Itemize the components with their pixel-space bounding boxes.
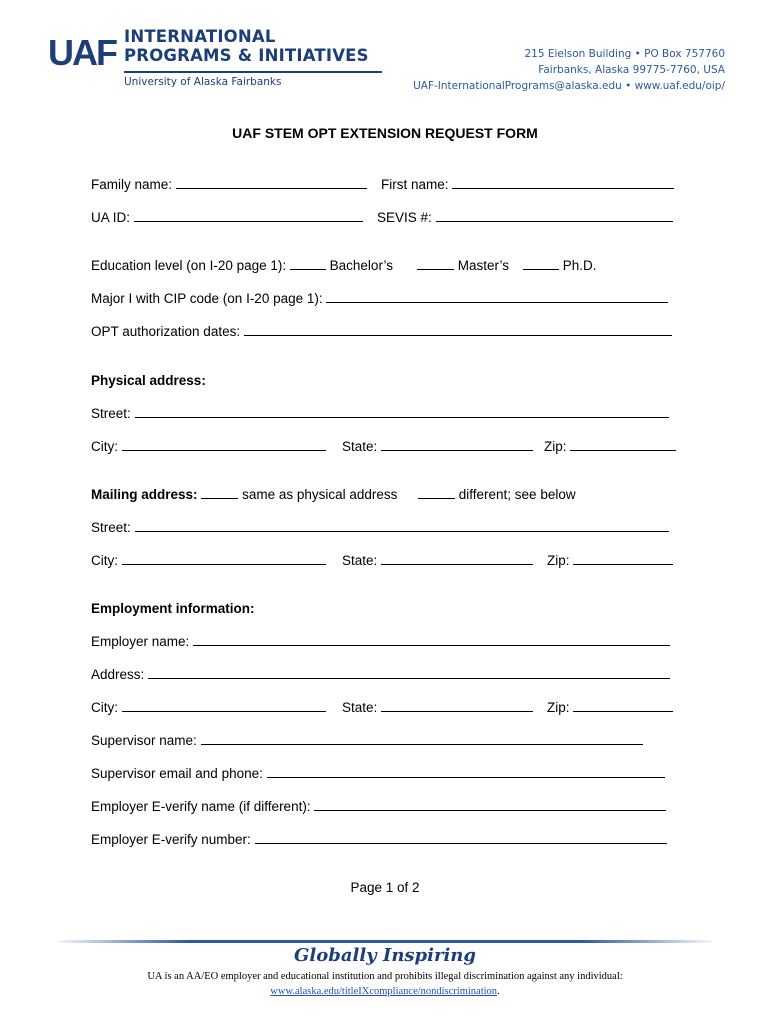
phd-option: Ph.D. (562, 258, 597, 273)
physical-street-label: Street: (91, 406, 131, 421)
everify-name-field[interactable] (91, 798, 666, 816)
family-name-field[interactable] (91, 176, 367, 194)
mailing-city-label: City: (91, 553, 118, 568)
major-field[interactable] (91, 290, 668, 308)
globally-inspiring-tagline: Globally Inspiring (294, 945, 476, 966)
employer-name-field[interactable] (91, 633, 670, 651)
mailing-city-blank[interactable] (122, 552, 326, 565)
bachelors-option: Bachelor’s (329, 258, 393, 273)
logo-divider (124, 71, 382, 73)
physical-address-heading: Physical address: (91, 373, 206, 388)
first-name-field[interactable] (381, 176, 674, 194)
everify-name-label: Employer E-verify name (if different): (91, 799, 311, 814)
supervisor-name-label: Supervisor name: (91, 733, 197, 748)
first-name-blank[interactable] (452, 176, 674, 189)
mailing-state-label: State: (342, 553, 378, 568)
phd-blank[interactable] (523, 257, 559, 270)
physical-zip-label: Zip: (544, 439, 567, 454)
nondiscrimination-link[interactable]: www.alaska.edu/titleIXcompliance/nondiscrimination (270, 986, 498, 997)
masters-blank[interactable] (417, 257, 454, 270)
employer-zip-blank[interactable] (573, 699, 673, 712)
physical-street-field[interactable] (91, 405, 669, 423)
mailing-state-blank[interactable] (381, 552, 533, 565)
masters-option: Master’s (457, 258, 510, 273)
disclaimer-text: UA is an AA/EO employer and educational institution and prohibits illegal discrimination against any individual: (147, 971, 623, 982)
physical-zip-field[interactable] (544, 438, 676, 456)
org-name-line2: PROGRAMS & INITIATIVES (124, 46, 369, 65)
family-name-label: Family name: (91, 177, 173, 192)
mailing-street-label: Street: (91, 520, 131, 535)
nondiscrimination-notice (0, 969, 770, 999)
mailing-different-field (418, 486, 576, 504)
supervisor-name-field[interactable] (91, 732, 643, 750)
mailing-different-option: different; see below (458, 487, 576, 502)
employer-city-label: City: (91, 700, 118, 715)
employer-name-label: Employer name: (91, 634, 190, 649)
everify-name-blank[interactable] (314, 798, 666, 811)
footer-divider (58, 940, 712, 943)
university-name: University of Alaska Fairbanks (124, 76, 282, 88)
education-level-field (91, 257, 393, 275)
address-line1: 215 Eielson Building • PO Box 757760 (524, 48, 725, 60)
employer-state-label: State: (342, 700, 378, 715)
mailing-street-blank[interactable] (135, 519, 669, 532)
first-name-label: First name: (381, 177, 449, 192)
everify-number-label: Employer E-verify number: (91, 832, 251, 847)
physical-city-label: City: (91, 439, 118, 454)
physical-state-field[interactable] (342, 438, 533, 456)
sevis-blank[interactable] (436, 209, 673, 222)
physical-street-blank[interactable] (135, 405, 669, 418)
disclaimer-link-line (0, 984, 770, 999)
ua-id-blank[interactable] (134, 209, 363, 222)
ua-id-label: UA ID: (91, 210, 131, 225)
employer-name-blank[interactable] (193, 633, 670, 646)
mailing-same-blank[interactable] (201, 486, 238, 499)
uaf-logo-mark (48, 33, 120, 69)
family-name-blank[interactable] (176, 176, 367, 189)
employer-city-field[interactable] (91, 699, 326, 717)
mailing-zip-label: Zip: (547, 553, 570, 568)
employer-zip-label: Zip: (547, 700, 570, 715)
mailing-address-heading: Mailing address: (91, 487, 198, 502)
employer-address-field[interactable] (91, 666, 670, 684)
mailing-zip-blank[interactable] (573, 552, 673, 565)
sevis-label: SEVIS #: (377, 210, 432, 225)
link-suffix: . (497, 986, 500, 997)
employer-zip-field[interactable] (547, 699, 673, 717)
physical-city-blank[interactable] (122, 438, 326, 451)
physical-city-field[interactable] (91, 438, 326, 456)
mailing-street-field[interactable] (91, 519, 669, 537)
mailing-zip-field[interactable] (547, 552, 673, 570)
employment-heading: Employment information: (91, 601, 255, 616)
employer-address-label: Address: (91, 667, 145, 682)
form-title: UAF STEM OPT EXTENSION REQUEST FORM (232, 125, 538, 141)
mailing-state-field[interactable] (342, 552, 533, 570)
supervisor-contact-field[interactable] (91, 765, 665, 783)
address-line3: UAF-InternationalPrograms@alaska.edu • www.uaf.edu/oip/ (413, 80, 725, 92)
everify-number-field[interactable] (91, 831, 667, 849)
supervisor-name-blank[interactable] (201, 732, 643, 745)
major-blank[interactable] (326, 290, 668, 303)
opt-dates-blank[interactable] (244, 323, 672, 336)
everify-number-blank[interactable] (255, 831, 667, 844)
mailing-same-option: same as physical address (242, 487, 398, 502)
ua-id-field[interactable] (91, 209, 363, 227)
sevis-field[interactable] (377, 209, 673, 227)
employer-address-blank[interactable] (148, 666, 670, 679)
major-label: Major I with CIP code (on I-20 page 1): (91, 291, 323, 306)
opt-dates-label: OPT authorization dates: (91, 324, 241, 339)
supervisor-contact-label: Supervisor email and phone: (91, 766, 263, 781)
office-address (413, 46, 725, 94)
employer-state-blank[interactable] (381, 699, 533, 712)
mailing-address-row (91, 486, 397, 504)
opt-dates-field[interactable] (91, 323, 672, 341)
employer-city-blank[interactable] (122, 699, 326, 712)
supervisor-contact-blank[interactable] (267, 765, 665, 778)
mailing-city-field[interactable] (91, 552, 326, 570)
org-name-line1: INTERNATIONAL (124, 27, 276, 46)
education-level-label: Education level (on I-20 page 1): (91, 258, 287, 273)
masters-field (417, 257, 509, 275)
address-line2: Fairbanks, Alaska 99775-7760, USA (538, 64, 725, 76)
physical-zip-blank[interactable] (570, 438, 676, 451)
page-number: Page 1 of 2 (350, 880, 420, 895)
phd-field (523, 257, 597, 275)
svg-text:UAF: UAF (48, 33, 116, 69)
physical-state-blank[interactable] (381, 438, 533, 451)
employer-state-field[interactable] (342, 699, 533, 717)
physical-state-label: State: (342, 439, 378, 454)
mailing-different-blank[interactable] (418, 486, 455, 499)
bachelors-blank[interactable] (290, 257, 326, 270)
